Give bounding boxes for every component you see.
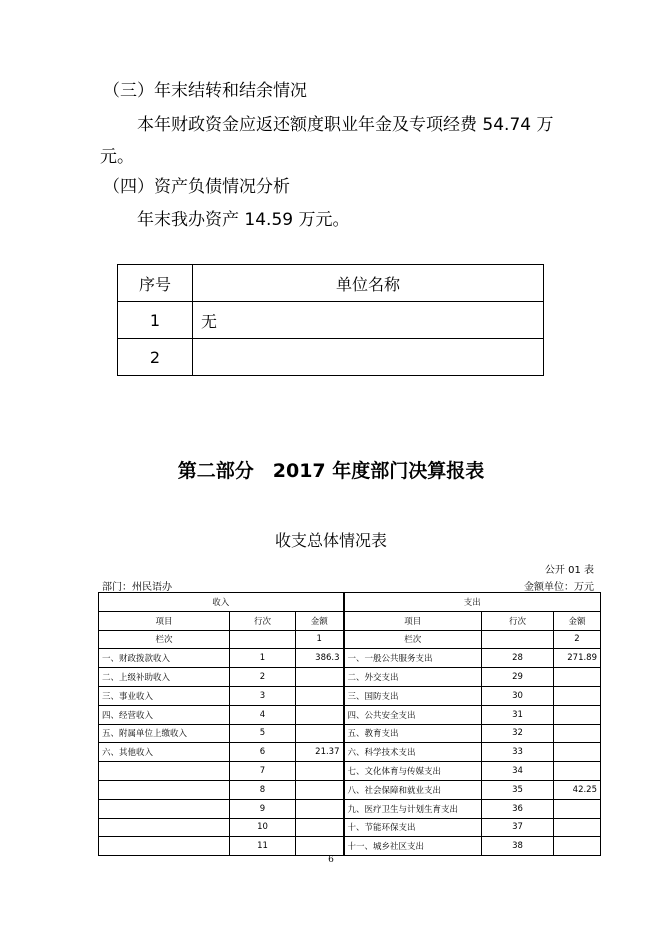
expense-amount [554,837,601,856]
expense-lanci: 栏次 [344,630,482,649]
income-header: 收入 [99,593,344,612]
table-row [99,668,601,687]
expense-row-no: 35 [482,780,554,799]
expense-row-no: 28 [482,649,554,668]
income-item [99,818,230,837]
income-amount: 386.3 [296,649,344,668]
table-row [99,686,601,705]
income-amount [296,686,344,705]
summary-group-header [99,593,601,612]
income-amount-header: 金额 [296,611,344,630]
section3-heading: （三）年末结转和结余情况 [103,81,307,101]
income-amount: 21.37 [296,743,344,762]
expense-amount [554,818,601,837]
expense-row-no: 37 [482,818,554,837]
table-row [99,705,601,724]
income-row-no: 2 [230,668,296,687]
table-title: 收支总体情况表 [274,531,387,550]
col-seq-header: 序号 [118,265,193,302]
income-amount [296,837,344,856]
expense-row-no: 36 [482,799,554,818]
table-row [99,799,601,818]
expense-item-header: 项目 [344,611,482,630]
amount-unit-label: 金额单位：万元 [524,582,594,593]
section3-line2: 元。 [100,147,134,167]
income-item-header: 项目 [99,611,230,630]
expense-row-no: 38 [482,837,554,856]
income-row-no: 4 [230,705,296,724]
expense-amount [554,724,601,743]
expense-item: 六、科学技术支出 [344,743,482,762]
table-code: 公开 01 表 [544,565,594,576]
part-title: 第二部分 2017 年度部门决算报表 [177,460,485,482]
table-row [99,837,601,856]
expense-item: 一、一般公共服务支出 [344,649,482,668]
income-lanci: 栏次 [99,630,230,649]
income-col-no: 1 [296,630,344,649]
expense-row-no: 30 [482,686,554,705]
section4-heading: （四）资产负债情况分析 [103,177,290,197]
income-item [99,837,230,856]
expense-row-no: 31 [482,705,554,724]
income-amount [296,780,344,799]
expense-amount [554,762,601,781]
expense-item: 十一、城乡社区支出 [344,837,482,856]
expense-row-header: 行次 [482,611,554,630]
expense-amount [554,668,601,687]
department-label: 部门：州民语办 [102,582,172,593]
table-row [99,818,601,837]
table-row [99,724,601,743]
expense-row-no: 32 [482,724,554,743]
table-row [99,780,601,799]
income-amount [296,668,344,687]
income-lanci-empty [230,630,296,649]
expense-amount [554,743,601,762]
expense-amount: 271.89 [554,649,601,668]
unit-table-header [118,265,544,302]
expense-amount [554,799,601,818]
income-amount [296,705,344,724]
row-seq: 2 [118,339,193,376]
expense-amount: 42.25 [554,780,601,799]
table-row [99,649,601,668]
expense-item: 十、节能环保支出 [344,818,482,837]
summary-column-header [99,611,601,630]
col-name-header: 单位名称 [193,265,544,302]
income-item: 三、事业收入 [99,686,230,705]
income-item [99,799,230,818]
income-item [99,780,230,799]
income-item: 六、其他收入 [99,743,230,762]
income-row-no: 9 [230,799,296,818]
row-name: 无 [193,302,544,339]
expense-item: 三、国防支出 [344,686,482,705]
expense-row-no: 33 [482,743,554,762]
expense-item: 八、社会保障和就业支出 [344,780,482,799]
income-row-header: 行次 [230,611,296,630]
income-row-no: 8 [230,780,296,799]
income-row-no: 6 [230,743,296,762]
expense-amount [554,686,601,705]
expense-col-no: 2 [554,630,601,649]
income-amount [296,799,344,818]
summary-body [99,649,601,856]
expense-amount [554,705,601,724]
table-row [99,762,601,781]
expense-header: 支出 [344,593,601,612]
expense-lanci-empty [482,630,554,649]
expense-amount-header: 金额 [554,611,601,630]
expense-row-no: 29 [482,668,554,687]
table-row [118,302,544,339]
income-amount [296,762,344,781]
expense-row-no: 34 [482,762,554,781]
expense-item: 四、公共安全支出 [344,705,482,724]
income-item: 五、附属单位上缴收入 [99,724,230,743]
income-item [99,762,230,781]
row-seq: 1 [118,302,193,339]
income-row-no: 1 [230,649,296,668]
income-amount [296,724,344,743]
income-item: 二、上级补助收入 [99,668,230,687]
income-item: 四、经营收入 [99,705,230,724]
expense-item: 二、外交支出 [344,668,482,687]
income-row-no: 11 [230,837,296,856]
table-row [118,339,544,376]
unit-table [117,264,544,376]
expense-item: 五、教育支出 [344,724,482,743]
income-amount [296,818,344,837]
income-item: 一、财政拨款收入 [99,649,230,668]
row-name [193,339,544,376]
expense-item: 七、文化体育与传媒支出 [344,762,482,781]
section3-line1: 本年财政资金应返还额度职业年金及专项经费 54.74 万 [137,115,554,135]
table-row [99,743,601,762]
expense-item: 九、医疗卫生与计划生育支出 [344,799,482,818]
summary-table [98,592,601,856]
summary-lanci-row [99,630,601,649]
section4-line1: 年末我办资产 14.59 万元。 [137,210,350,230]
income-row-no: 7 [230,762,296,781]
income-row-no: 5 [230,724,296,743]
page-number: 6 [328,855,334,865]
income-row-no: 3 [230,686,296,705]
income-row-no: 10 [230,818,296,837]
